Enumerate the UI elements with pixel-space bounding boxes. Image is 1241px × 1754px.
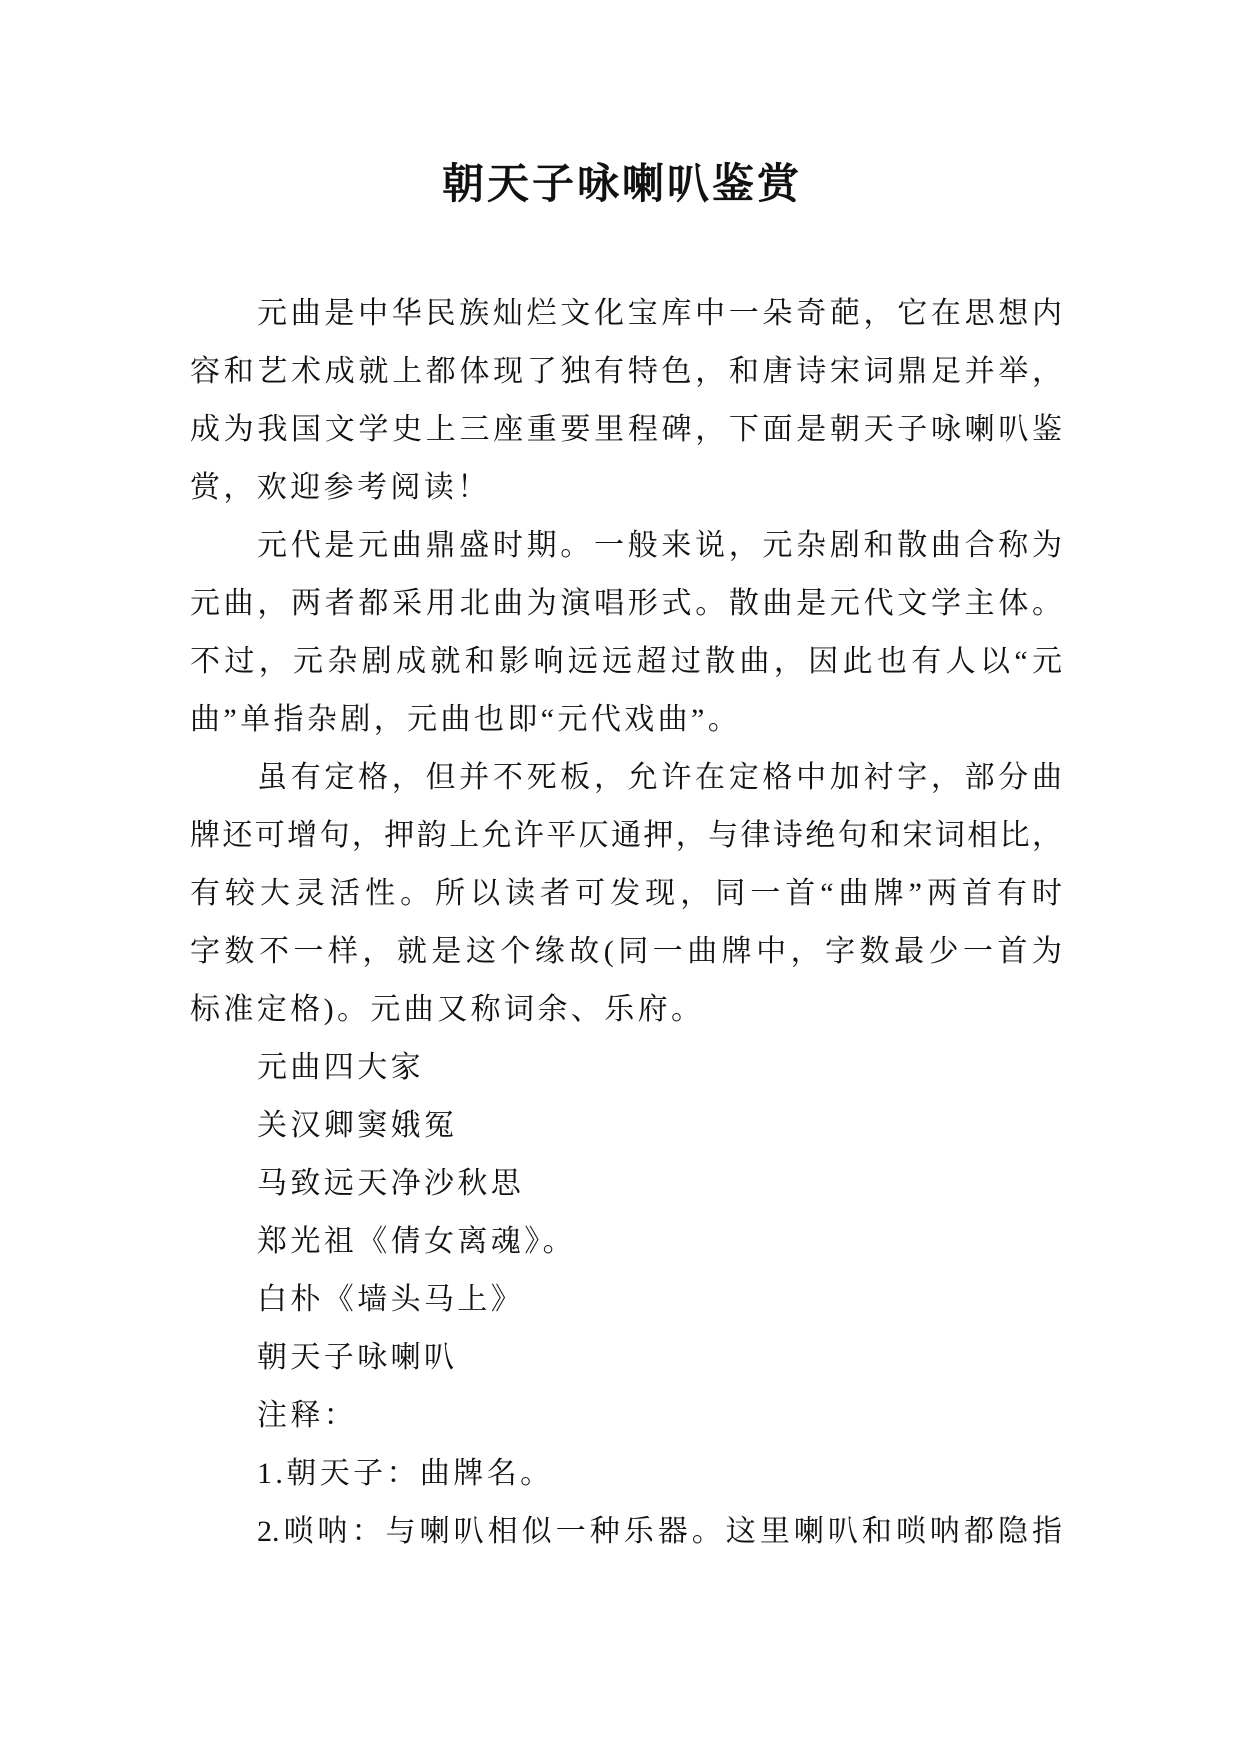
text-line: 成为我国文学史上三座重要里程碑，下面是朝天子咏喇叭鉴: [190, 413, 1062, 446]
note-item: [190, 1445, 1062, 1503]
text-line: 元曲，两者都采用北曲为演唱形式。散曲是元代文学主体。: [190, 587, 1062, 620]
text-line: 标准定格)。元曲又称词余、乐府。: [190, 993, 705, 1026]
list-item: [190, 1213, 1062, 1271]
text-line: 2.唢呐：与喇叭相似一种乐器。这里喇叭和唢呐都隐指: [257, 1515, 1062, 1548]
paragraph-intro: [190, 285, 1062, 517]
text-line: 虽有定格，但并不死板，允许在定格中加衬字，部分曲: [257, 761, 1062, 794]
list-item: [190, 1155, 1062, 1213]
text-line: 朝天子咏喇叭: [257, 1341, 458, 1374]
paragraph-yuan-dynasty: [190, 517, 1062, 749]
document-body: [190, 285, 1062, 1561]
text-line: 郑光祖《倩女离魂》。: [257, 1225, 576, 1258]
text-line: 1.朝天子：曲牌名。: [257, 1457, 554, 1490]
text-line: 元代是元曲鼎盛时期。一般来说，元杂剧和散曲合称为: [257, 529, 1062, 562]
text-line: 赏，欢迎参考阅读！: [190, 471, 491, 504]
section-heading-four-masters: [190, 1039, 1062, 1097]
notes-heading: [190, 1387, 1062, 1445]
text-line: 不过，元杂剧成就和影响远远超过散曲，因此也有人以“元: [190, 645, 1062, 678]
list-item: [190, 1271, 1062, 1329]
list-item: [190, 1097, 1062, 1155]
text-line: 注释：: [257, 1399, 358, 1432]
text-line: 牌还可增句，押韵上允许平仄通押，与律诗绝句和宋词相比，: [190, 819, 1062, 852]
poem-title: [190, 1329, 1062, 1387]
text-line: 元曲是中华民族灿烂文化宝库中一朵奇葩，它在思想内: [257, 297, 1062, 330]
page-title: 朝天子咏喇叭鉴赏: [441, 162, 802, 208]
text-line: 有较大灵活性。所以读者可发现，同一首“曲牌”两首有时: [190, 877, 1062, 910]
text-line: 关汉卿窦娥冤: [257, 1109, 458, 1142]
text-line: 白朴《墙头马上》: [257, 1283, 525, 1316]
text-line: 元曲四大家: [257, 1051, 424, 1084]
text-line: 马致远天净沙秋思: [257, 1167, 525, 1200]
text-line: 曲”单指杂剧，元曲也即“元代戏曲”。: [190, 703, 742, 736]
note-item: [190, 1503, 1062, 1561]
text-line: 容和艺术成就上都体现了独有特色，和唐诗宋词鼎足并举，: [190, 355, 1062, 388]
paragraph-form: [190, 749, 1062, 1039]
text-line: 字数不一样，就是这个缘故(同一曲牌中，字数最少一首为: [190, 935, 1062, 968]
